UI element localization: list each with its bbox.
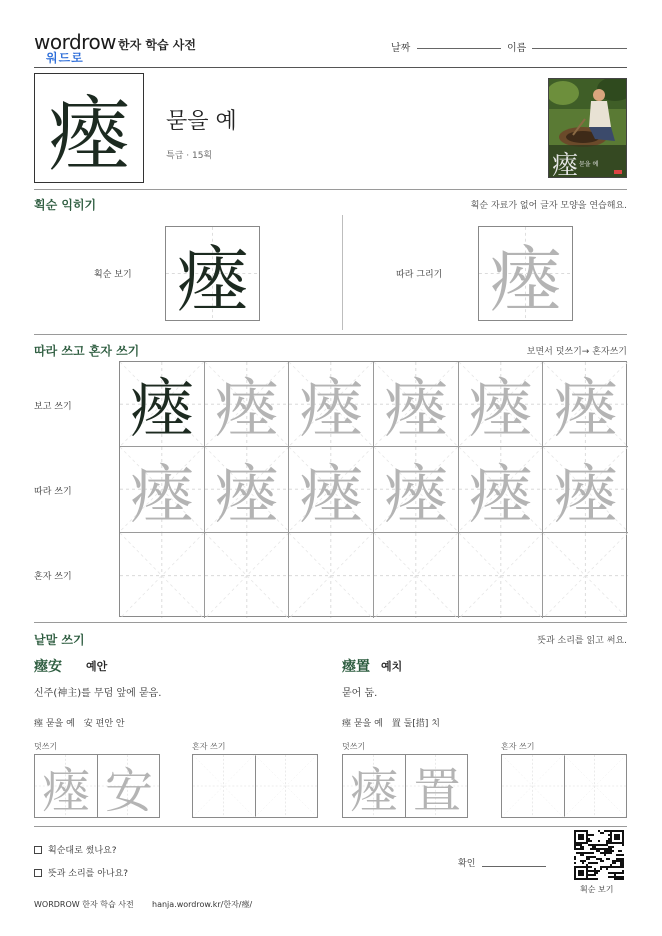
check-item-1-label: 획순대로 썼나요? (48, 846, 117, 856)
check-item-2-label: 뜻과 소리를 아나요? (48, 869, 129, 879)
word-1-self-box[interactable] (192, 754, 318, 818)
word-2-hanja: 瘞置 (342, 659, 370, 675)
section-divider-3 (34, 622, 627, 623)
practice-character: 瘞 (553, 373, 618, 448)
practice-character: 瘞 (214, 373, 279, 448)
row-label-self: 혼자 쓰기 (34, 572, 72, 582)
word-2-trace-char-1: 瘞 (349, 762, 398, 819)
practice-character: 瘞 (383, 458, 448, 533)
main-character-box (34, 73, 144, 183)
section-divider-1 (34, 189, 627, 190)
words-section-note: 뜻과 소리를 읽고 써요. (537, 636, 627, 646)
word-1-hangul: 예안 (86, 660, 108, 673)
stroke-view-box (165, 226, 260, 321)
header-divider (34, 67, 627, 68)
main-character: 瘞 (47, 87, 130, 183)
words-section-title: 낱말 쓰기 (34, 633, 85, 647)
logo-text: wordrow (34, 30, 117, 54)
guide-lines (502, 755, 626, 817)
trace-label: 따라 그리기 (396, 270, 443, 280)
word-2-self-label: 혼자 쓰기 (501, 742, 535, 751)
thumbnail-badge (614, 170, 622, 174)
thumbnail-caption: 묻을 예 (579, 161, 599, 168)
qr-code[interactable] (574, 830, 624, 880)
date-label: 날짜 (391, 43, 411, 54)
stroke-view-character: 瘞 (176, 237, 249, 322)
confirm-field[interactable] (482, 866, 546, 867)
confirm-label: 확인 (458, 859, 476, 869)
stroke-section-title: 획순 익히기 (34, 198, 97, 212)
practice-character: 瘞 (299, 458, 364, 533)
word-2-trace-label: 덧쓰기 (342, 742, 366, 751)
stroke-view-label: 획순 보기 (94, 270, 132, 280)
practice-character: 瘞 (383, 373, 448, 448)
practice-cell[interactable] (289, 533, 374, 618)
word-2-hangul: 예치 (381, 660, 403, 673)
illustration-thumbnail (548, 78, 627, 178)
guide-lines (205, 533, 289, 618)
check-item-2[interactable] (34, 866, 128, 879)
word-1-trace-label: 덧쓰기 (34, 742, 58, 751)
practice-cell[interactable] (459, 533, 544, 618)
word-1-trace-char-2: 安 (104, 762, 153, 819)
word-1-self-label: 혼자 쓰기 (192, 742, 226, 751)
guide-lines (374, 533, 458, 618)
practice-cell[interactable] (120, 447, 205, 532)
thumbnail-character: 瘞 (552, 151, 579, 178)
practice-cell[interactable] (374, 447, 459, 532)
checkbox[interactable] (34, 846, 42, 854)
word-2-self-box[interactable] (501, 754, 627, 818)
practice-cell[interactable] (120, 362, 205, 447)
guide-lines (193, 755, 317, 817)
qr-icon (574, 830, 624, 880)
word-1-parts: 瘞 묻을 예 安 편안 안 (34, 719, 125, 729)
check-item-1[interactable] (34, 843, 117, 856)
practice-grid (119, 361, 627, 617)
practice-character: 瘞 (553, 458, 618, 533)
word-2-meaning: 묻어 둠. (342, 688, 378, 699)
practice-cell[interactable] (374, 533, 459, 618)
grade-strokes: 특급 · 15획 (166, 151, 213, 161)
guide-lines (543, 533, 628, 618)
word-2-parts: 瘞 묻을 예 置 둘[措] 치 (342, 719, 440, 729)
practice-cell[interactable] (543, 362, 628, 447)
wordrow-logo (34, 30, 117, 65)
word-2-trace-box[interactable] (342, 754, 468, 818)
practice-cell[interactable] (374, 362, 459, 447)
practice-cell[interactable] (205, 447, 290, 532)
word-1-meaning: 신주(神主)를 무덤 앞에 묻음. (34, 688, 162, 699)
section-divider-2 (34, 334, 627, 335)
checkbox[interactable] (34, 869, 42, 877)
practice-character: 瘞 (129, 458, 194, 533)
practice-character: 瘞 (129, 373, 194, 448)
qr-label: 획순 보기 (580, 885, 614, 894)
practice-cell[interactable] (120, 533, 205, 618)
stroke-section-note: 획순 자료가 없어 글자 모양을 연습해요. (470, 201, 627, 211)
name-field[interactable] (532, 48, 627, 49)
guide-lines (120, 533, 204, 618)
practice-cell[interactable] (543, 533, 628, 618)
footer-brand: WORDROW 한자 학습 사전 (34, 900, 134, 909)
date-field[interactable] (417, 48, 501, 49)
practice-cell[interactable] (459, 362, 544, 447)
trace-character: 瘞 (489, 237, 562, 322)
guide-lines (459, 533, 543, 618)
section-divider-4 (34, 826, 627, 827)
word-1-trace-box[interactable] (34, 754, 160, 818)
word-1-trace-char-1: 瘞 (41, 762, 90, 819)
practice-section-note: 보면서 덧쓰기→ 혼자쓰기 (526, 347, 627, 357)
practice-cell[interactable] (543, 447, 628, 532)
hoon-eum: 묻을 예 (166, 109, 237, 134)
document-title: 한자 학습 사전 (118, 38, 196, 52)
practice-character: 瘞 (468, 458, 533, 533)
word-1-hanja: 瘞安 (34, 659, 62, 675)
practice-character: 瘞 (214, 458, 279, 533)
guide-lines (289, 533, 373, 618)
practice-character: 瘞 (468, 373, 533, 448)
row-label-trace: 따라 쓰기 (34, 487, 72, 497)
trace-box[interactable] (478, 226, 573, 321)
row-label-look: 보고 쓰기 (34, 402, 72, 412)
practice-cell[interactable] (289, 362, 374, 447)
practice-section-title: 따라 쓰고 혼자 쓰기 (34, 344, 140, 358)
name-label: 이름 (507, 43, 527, 54)
practice-cell[interactable] (459, 447, 544, 532)
practice-cell[interactable] (205, 362, 290, 447)
practice-character: 瘞 (299, 373, 364, 448)
footer-url[interactable]: hanja.wordrow.kr/한자/瘞/ (152, 900, 253, 909)
practice-cell[interactable] (289, 447, 374, 532)
logo-korean: 워드로 (46, 51, 84, 65)
practice-cell[interactable] (205, 533, 290, 618)
word-2-trace-char-2: 置 (412, 762, 461, 819)
stroke-section-separator (342, 215, 343, 330)
